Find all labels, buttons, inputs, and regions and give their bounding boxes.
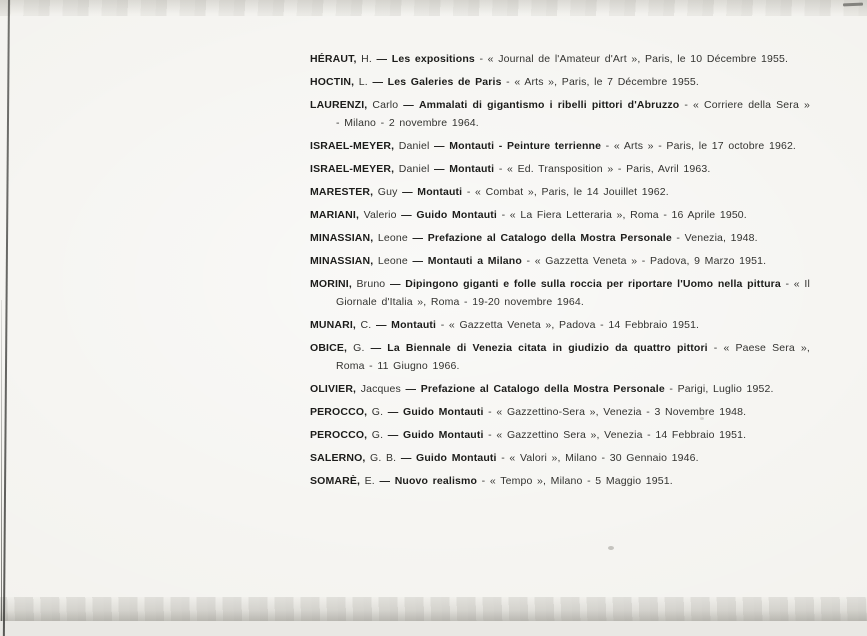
- bibliography-list: [310, 50, 810, 495]
- entry-author-surname: MINASSIAN,: [310, 232, 374, 244]
- entry-details: - « Gazzetta Veneta » - Padova, 9 Marzo 1951.: [526, 255, 767, 267]
- bibliography-entry: [310, 137, 810, 155]
- entry-author-surname: PEROCCO,: [310, 429, 368, 441]
- bibliography-entry: [310, 472, 810, 490]
- entry-author-given-name: Guy: [377, 186, 398, 198]
- entry-title: Guido Montauti: [416, 209, 497, 221]
- scan-top-edge-artifact: [0, 0, 867, 16]
- entry-details: - « Journal de l'Amateur d'Art », Paris, le 10 Décembre 1955.: [479, 53, 789, 65]
- entry-separator-dash: —: [376, 53, 388, 65]
- entry-title: Dipingono giganti e folle sulla roccia per riportare l'Uomo nella pittura: [405, 278, 781, 290]
- entry-separator-dash: —: [412, 255, 424, 267]
- entry-author-given-name: Jacques: [360, 383, 401, 395]
- entry-details: - « Corriere della Sera » - Milano - 2 novembre 1964.: [336, 99, 810, 129]
- entry-author-given-name: Carlo: [372, 99, 399, 111]
- bibliography-entry: [310, 426, 810, 444]
- entry-author-given-name: G.: [353, 342, 365, 354]
- entry-title: Guido Montauti: [403, 429, 484, 441]
- entry-title: Montauti: [391, 319, 437, 331]
- entry-author-surname: MINASSIAN,: [310, 255, 374, 267]
- bibliography-entry: [310, 96, 810, 132]
- entry-separator-dash: —: [375, 319, 387, 331]
- entry-details: - « Gazzetta Veneta », Padova - 14 Febbraio 1951.: [440, 319, 700, 331]
- entry-separator-dash: —: [403, 99, 414, 111]
- entry-author-surname: SOMARÈ,: [310, 475, 361, 487]
- entry-title: Les expositions: [391, 53, 475, 65]
- entry-details: - « Valori », Milano - 30 Gennaio 1946.: [501, 452, 699, 464]
- entry-separator-dash: —: [400, 452, 412, 464]
- entry-author-surname: LAURENZI,: [310, 99, 368, 111]
- entry-author-given-name: Bruno: [356, 278, 386, 290]
- bibliography-entry: [310, 160, 810, 178]
- entry-details: - « Ed. Transposition » - Paris, Avril 1963.: [498, 163, 711, 175]
- bibliography-entry: [310, 73, 810, 91]
- entry-author-given-name: Leone: [377, 255, 408, 267]
- bibliography-entry: [310, 380, 810, 398]
- entry-separator-dash: —: [412, 232, 424, 244]
- bibliography-entry: [310, 183, 810, 201]
- entry-author-given-name: G. B.: [370, 452, 397, 464]
- entry-author-given-name: C.: [360, 319, 372, 331]
- bibliography-entry: [310, 206, 810, 224]
- entry-author-surname: ISRAEL-MEYER,: [310, 140, 395, 152]
- entry-author-surname: MUNARI,: [310, 319, 356, 331]
- scan-left-outer-edge-line: [1, 300, 2, 621]
- entry-author-given-name: H.: [361, 53, 372, 65]
- entry-details: - « Arts », Paris, le 7 Décembre 1955.: [506, 76, 699, 88]
- entry-separator-dash: —: [401, 209, 412, 221]
- bibliography-entry: [310, 339, 810, 375]
- entry-title: Montauti: [449, 163, 495, 175]
- entry-separator-dash: —: [387, 429, 399, 441]
- bibliography-entry: [310, 252, 810, 270]
- entry-author-surname: SALERNO,: [310, 452, 366, 464]
- entry-details: - Parigi, Luglio 1952.: [669, 383, 774, 395]
- entry-author-given-name: Valerio: [363, 209, 397, 221]
- entry-title: Montauti - Peinture terrienne: [449, 140, 602, 152]
- entry-details: - « Tempo », Milano - 5 Maggio 1951.: [481, 475, 673, 487]
- entry-details: - « Gazzettino-Sera », Venezia - 3 Novembre 1948.: [488, 406, 747, 418]
- entry-title: Guido Montauti: [416, 452, 497, 464]
- entry-title: Montauti a Milano: [427, 255, 522, 267]
- entry-separator-dash: —: [434, 163, 445, 175]
- entry-title: Guido Montauti: [403, 406, 484, 418]
- entry-author-surname: HÉRAUT,: [310, 53, 357, 65]
- bibliography-entry: [310, 275, 810, 311]
- entry-details: - « Combat », Paris, le 14 Jouillet 1962.: [466, 186, 669, 198]
- entry-separator-dash: —: [379, 475, 391, 487]
- entry-details: - Venezia, 1948.: [676, 232, 758, 244]
- entry-author-surname: HOCTIN,: [310, 76, 355, 88]
- entry-separator-dash: —: [370, 342, 382, 354]
- entry-separator-dash: —: [372, 76, 384, 88]
- entry-details: - « Gazzettino Sera », Venezia - 14 Febbraio 1951.: [488, 429, 747, 441]
- entry-separator-dash: —: [402, 186, 413, 198]
- entry-author-given-name: Leone: [377, 232, 408, 244]
- entry-author-surname: PEROCCO,: [310, 406, 368, 418]
- entry-author-given-name: Daniel: [398, 163, 430, 175]
- entry-title: Prefazione al Catalogo della Mostra Personale: [420, 383, 665, 395]
- bibliography-entry: [310, 403, 810, 421]
- entry-title: Ammalati di gigantismo i ribelli pittori d'Abruzzo: [418, 99, 680, 111]
- entry-title: Montauti: [417, 186, 463, 198]
- bibliography-entry: [310, 316, 810, 334]
- entry-author-given-name: G.: [371, 429, 384, 441]
- bibliography-entry: [310, 229, 810, 247]
- entry-title: La Biennale di Venezia citata in giudizio da quattro pittori: [387, 342, 708, 354]
- scan-left-edge-line: [3, 0, 10, 636]
- scan-bottom-edge-artifact: [0, 597, 867, 621]
- entry-separator-dash: —: [434, 140, 445, 152]
- entry-details: - « La Fiera Letteraria », Roma - 16 Aprile 1950.: [501, 209, 747, 221]
- entry-author-given-name: G.: [371, 406, 384, 418]
- entry-author-given-name: L.: [358, 76, 368, 88]
- bibliography-entry: [310, 449, 810, 467]
- entry-details: - « Paese Sera », Roma - 11 Giugno 1966.: [336, 342, 810, 372]
- entry-author-surname: ISRAEL-MEYER,: [310, 163, 395, 175]
- entry-title: Prefazione al Catalogo della Mostra Personale: [427, 232, 672, 244]
- scan-speck: [608, 546, 614, 550]
- entry-separator-dash: —: [389, 278, 401, 290]
- entry-separator-dash: —: [387, 406, 399, 418]
- entry-author-surname: OLIVIER,: [310, 383, 357, 395]
- entry-author-surname: MARESTER,: [310, 186, 374, 198]
- entry-author-surname: MARIANI,: [310, 209, 360, 221]
- entry-title: Nuovo realismo: [394, 475, 478, 487]
- entry-author-given-name: E.: [364, 475, 375, 487]
- entry-separator-dash: —: [405, 383, 417, 395]
- entry-author-given-name: Daniel: [398, 140, 430, 152]
- bibliography-entry: [310, 50, 810, 68]
- entry-details: - « Il Giornale d'Italia », Roma - 19-20 novembre 1964.: [336, 278, 810, 308]
- entry-author-surname: MORINI,: [310, 278, 352, 290]
- entry-author-surname: OBICE,: [310, 342, 348, 354]
- entry-details: - « Arts » - Paris, le 17 octobre 1962.: [605, 140, 796, 152]
- entry-title: Les Galeries de Paris: [387, 76, 502, 88]
